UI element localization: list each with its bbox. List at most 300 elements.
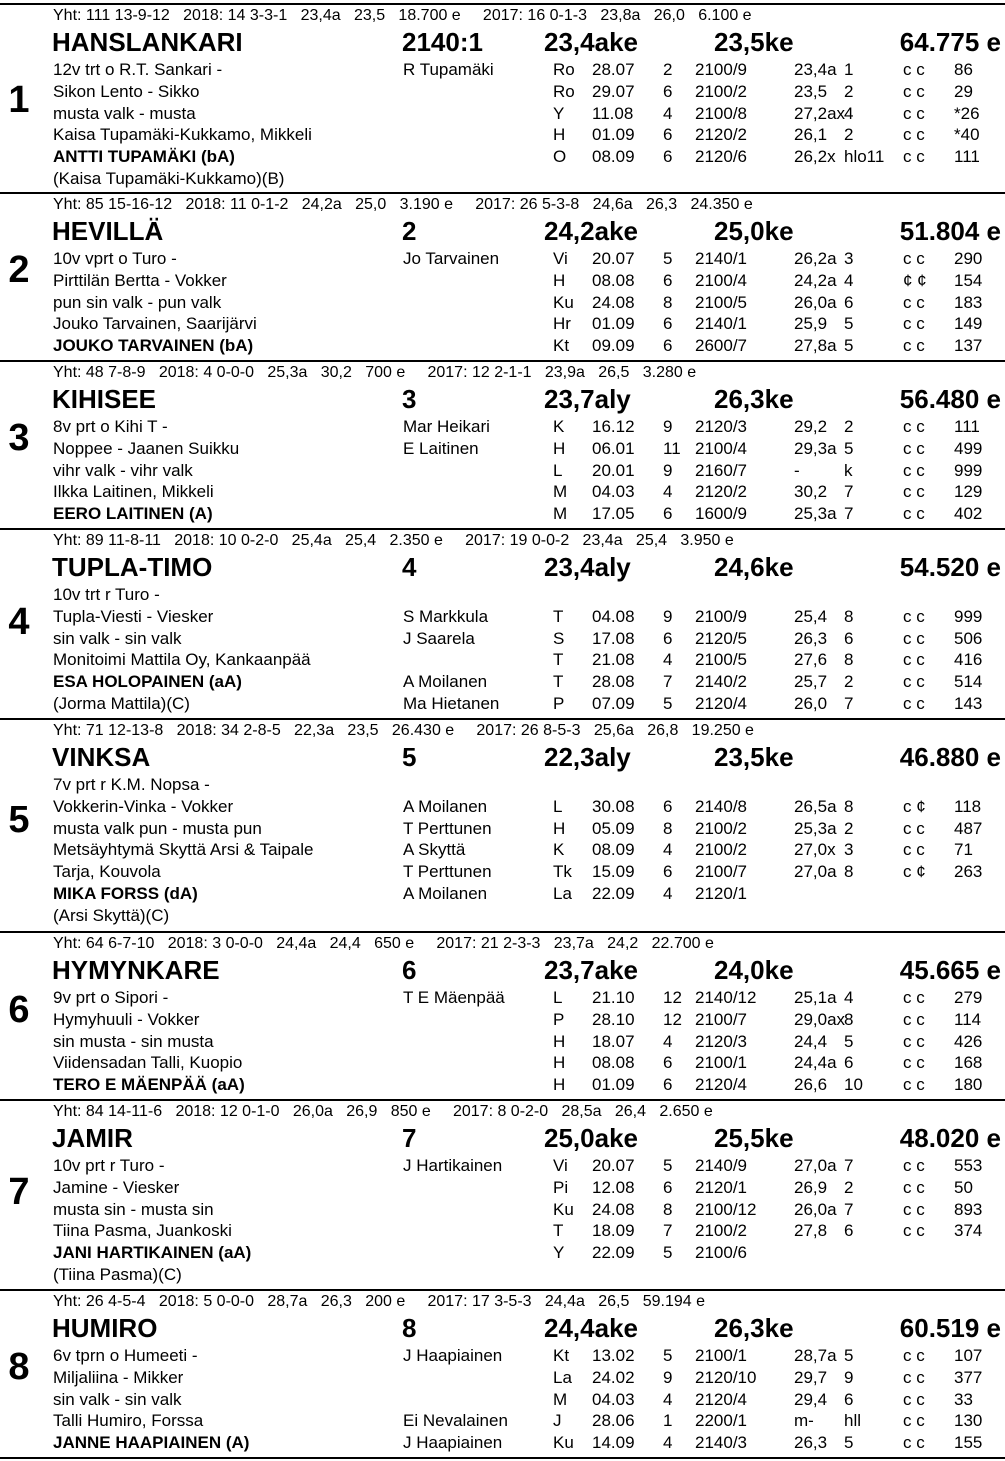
race-odds: 86: [954, 60, 973, 79]
race-shoes: c c: [903, 1221, 925, 1241]
race-dist: 2100/9: [695, 606, 747, 626]
race-time: 26,0: [794, 693, 828, 713]
race-driver: [403, 168, 494, 190]
info-line: musta sin - musta sin: [53, 1199, 214, 1219]
race-date: 12.08: [592, 1177, 635, 1197]
race-time: 24,4: [794, 1031, 828, 1051]
race-time: 29,4: [794, 1389, 828, 1409]
race-place: 5: [844, 1346, 854, 1365]
race-dist: 2140/3: [695, 1433, 747, 1453]
race-driver: T E Mäenpää: [403, 988, 505, 1007]
best-time: 23,7ake: [544, 955, 638, 985]
race-place: 4: [844, 270, 854, 290]
start-position: 2: [402, 216, 417, 246]
race-driver: [403, 1242, 502, 1264]
race-shoes: c c: [903, 693, 925, 713]
race-date: 04.08: [592, 606, 635, 626]
race-place: 7: [844, 693, 854, 713]
race-place: 3: [844, 249, 854, 268]
race-date: 20.07: [592, 1156, 635, 1175]
race-odds: 29: [954, 81, 973, 101]
race-date: 24.08: [592, 292, 635, 312]
horse-name: HANSLANKARI: [52, 27, 243, 57]
race-dist: 2600/7: [695, 336, 747, 356]
best-time: 23,4ake: [544, 27, 638, 57]
race-place: k: [844, 460, 853, 480]
race-dist: 2160/7: [695, 460, 747, 480]
race-shoes: c c: [903, 840, 925, 860]
race-place: 7: [844, 1156, 854, 1175]
race-odds: 263: [954, 862, 983, 882]
career-stats: Yht: 26 4-5-4 2018: 5 0-0-0 28,7a 26,3 200 e 2017: 17 3-5-3 24,4a 26,5 59.194 e: [53, 1293, 706, 1310]
race-time: m-: [794, 1411, 814, 1431]
race-dist: 2100/5: [695, 292, 747, 312]
race-odds: 155: [954, 1433, 983, 1453]
race-time: 24,4a: [794, 1053, 837, 1073]
horse-entry: [0, 1291, 1005, 1459]
race-dist: 2120/5: [695, 628, 747, 648]
race-time: 26,2x: [794, 147, 836, 167]
race-pos: 6: [663, 862, 673, 882]
race-dist: 2100/5: [695, 650, 747, 670]
career-stats: Yht: 84 14-11-6 2018: 12 0-1-0 26,0a 26,9 850 e 2017: 8 0-2-0 28,5a 26,4 2.650 e: [53, 1103, 713, 1120]
record-time: 23,5ke: [714, 742, 794, 772]
race-dist: 2200/1: [695, 1411, 747, 1431]
race-shoes: c c: [903, 672, 925, 692]
race-driver: [403, 81, 494, 103]
info-line: 8v prt o Kihi T -: [53, 417, 168, 436]
race-shoes: c c: [903, 1156, 925, 1175]
race-place: 3: [844, 840, 854, 860]
best-time: 23,7aly: [544, 384, 631, 414]
career-stats: Yht: 64 6-7-10 2018: 3 0-0-0 24,4a 24,4 650 e 2017: 21 2-3-3 23,7a 24,2 22.700 e: [53, 935, 714, 952]
driver-name: EERO LAITINEN (A): [53, 504, 213, 524]
race-shoes: c c: [903, 249, 925, 268]
horse-entry: [0, 530, 1005, 720]
race-dist: 2120/3: [695, 1031, 747, 1051]
race-drivers: [403, 1155, 502, 1264]
info-line: 10v trt r Turo -: [53, 585, 160, 604]
race-drivers: [403, 248, 499, 357]
total-earnings: 54.520 e: [899, 552, 1001, 582]
race-date: 01.09: [592, 314, 635, 334]
race-track: La: [553, 1367, 572, 1387]
race-track: Pi: [553, 1177, 569, 1197]
start-position: 8: [402, 1313, 417, 1343]
race-odds: 893: [954, 1199, 983, 1219]
start-number: 7: [8, 1171, 30, 1213]
race-time: 27,8: [794, 1221, 828, 1241]
race-pos: 4: [663, 1389, 673, 1409]
race-date: 17.08: [592, 628, 635, 648]
race-pos: 6: [663, 147, 673, 167]
race-drivers: [403, 987, 505, 1096]
record-time: 24,0ke: [714, 955, 794, 985]
race-odds: 416: [954, 650, 983, 670]
race-place: 4: [844, 988, 854, 1007]
race-pos: 4: [663, 103, 673, 123]
info-line: Monitoimi Mattila Oy, Kankaanpää: [53, 650, 311, 670]
info-line: vihr valk - vihr valk: [53, 460, 193, 480]
race-date: 08.08: [592, 1053, 635, 1073]
race-dist: 2140/2: [695, 672, 747, 692]
race-track: Kt: [553, 336, 570, 356]
race-time: 26,0a: [794, 292, 837, 312]
race-shoes: c c: [903, 1031, 925, 1051]
total-earnings: 45.665 e: [899, 955, 1001, 985]
best-time: 25,0ake: [544, 1123, 638, 1153]
race-place: 7: [844, 1199, 854, 1219]
race-dist: 2100/8: [695, 103, 747, 123]
race-track: Ro: [553, 81, 575, 101]
race-date: 08.09: [592, 840, 635, 860]
info-line: Talli Humiro, Forssa: [53, 1411, 204, 1431]
race-place: 6: [844, 628, 854, 648]
race-driver: Mar Heikari: [403, 417, 490, 436]
race-odds: 506: [954, 628, 983, 648]
race-driver: J Haapiainen: [403, 1433, 503, 1453]
race-odds: 499: [954, 438, 983, 458]
race-drivers: [403, 416, 490, 525]
horse-entry: [0, 194, 1005, 362]
race-place: 2: [844, 81, 854, 101]
race-drivers: [403, 59, 494, 190]
info-line: Jouko Tarvainen, Saarijärvi: [53, 314, 257, 334]
race-track: S: [553, 628, 565, 648]
horse-info: [53, 248, 257, 357]
race-shoes: ¢ ¢: [903, 270, 927, 290]
start-number: 1: [8, 79, 30, 121]
driver-name: MIKA FORSS (dA): [53, 883, 198, 903]
race-drivers: [403, 796, 492, 905]
race-pos: 6: [663, 270, 673, 290]
race-dist: 2120/1: [695, 883, 747, 903]
race-track: J: [553, 1411, 562, 1431]
info-line: Jamine - Viesker: [53, 1177, 180, 1197]
race-date: 20.01: [592, 460, 635, 480]
race-place: 5: [844, 1433, 854, 1453]
start-number: 5: [8, 799, 30, 841]
info-line: 10v prt r Turo -: [53, 1156, 165, 1175]
race-dist: 2100/9: [695, 60, 747, 79]
info-line: Tiina Pasma, Juankoski: [53, 1221, 232, 1241]
driver-name: JANI HARTIKAINEN (aA): [53, 1243, 252, 1263]
race-shoes: c c: [903, 81, 925, 101]
race-track: M: [553, 504, 568, 524]
race-track: M: [553, 482, 568, 502]
info-line: Ilkka Laitinen, Mikkeli: [53, 482, 214, 502]
race-time: 23,4a: [794, 60, 837, 79]
info-line: musta valk - musta: [53, 103, 196, 123]
race-odds: 118: [954, 796, 982, 816]
race-dist: 2120/1: [695, 1177, 747, 1197]
race-date: 21.10: [592, 988, 635, 1007]
race-shoes: c c: [903, 417, 925, 436]
race-time: 25,1a: [794, 988, 837, 1007]
race-driver: T Perttunen: [403, 818, 492, 838]
race-time: 26,2a: [794, 249, 837, 268]
race-driver: A Moilanen: [403, 796, 488, 816]
career-stats: Yht: 111 13-9-12 2018: 14 3-3-1 23,4a 23,5 18.700 e 2017: 16 0-1-3 23,8a 26,0 6.100 e: [53, 7, 752, 24]
race-time: 26,3: [794, 1433, 828, 1453]
horse-name: HEVILLÄ: [52, 216, 164, 246]
race-time: 26,9: [794, 1177, 828, 1197]
start-position: 7: [402, 1123, 417, 1153]
race-driver: [403, 270, 499, 292]
race-odds: 33: [954, 1389, 973, 1409]
info-line: (Kaisa Tupamäki-Kukkamo)(B): [53, 168, 285, 188]
horse-info: [53, 59, 312, 190]
race-dist: 2100/4: [695, 270, 747, 290]
race-date: 17.05: [592, 504, 635, 524]
race-pos: 5: [663, 693, 673, 713]
race-track: Y: [553, 1243, 565, 1263]
total-earnings: 56.480 e: [899, 384, 1001, 414]
race-odds: 129: [954, 482, 983, 502]
record-time: 23,5ke: [714, 27, 794, 57]
race-track: Vi: [553, 1156, 568, 1175]
race-odds: 290: [954, 249, 983, 268]
race-date: 28.08: [592, 672, 635, 692]
race-shoes: c c: [903, 482, 925, 502]
race-date: 04.03: [592, 482, 635, 502]
race-driver: [403, 335, 499, 357]
race-shoes: c c: [903, 292, 925, 312]
race-date: 18.09: [592, 1221, 635, 1241]
record-time: 26,3ke: [714, 384, 794, 414]
race-date: 09.09: [592, 336, 635, 356]
race-track: T: [553, 672, 564, 692]
race-odds: 137: [954, 336, 983, 356]
race-odds: 130: [954, 1411, 983, 1431]
race-place: 5: [844, 314, 854, 334]
race-shoes: c c: [903, 336, 925, 356]
race-shoes: c c: [903, 1389, 925, 1409]
race-track: Ro: [553, 60, 575, 79]
info-line: (Arsi Skyttä)(C): [53, 905, 170, 925]
race-shoes: c c: [903, 125, 925, 145]
best-time: 24,4ake: [544, 1313, 638, 1343]
horse-info: [53, 1155, 251, 1286]
race-odds: 374: [954, 1221, 983, 1241]
race-time: 25,4: [794, 606, 828, 626]
race-shoes: c c: [903, 1009, 925, 1029]
start-number: 6: [8, 989, 30, 1031]
race-place: 1: [844, 60, 854, 79]
race-shoes: c c: [903, 147, 925, 167]
info-line: Tarja, Kouvola: [53, 862, 161, 882]
race-odds: 168: [954, 1053, 983, 1073]
race-track: Hr: [553, 314, 571, 334]
race-odds: 143: [954, 693, 983, 713]
horse-info: [53, 584, 311, 715]
career-stats: Yht: 85 15-16-12 2018: 11 0-1-2 24,2a 25,0 3.190 e 2017: 26 5-3-8 24,6a 26,3 24.350 e: [53, 196, 753, 213]
info-line: Sikon Lento - Sikko: [53, 81, 200, 101]
race-pos: 6: [663, 1053, 673, 1073]
info-line: (Jorma Mattila)(C): [53, 693, 190, 713]
race-pos: 4: [663, 883, 673, 903]
start-number: 4: [8, 601, 30, 643]
race-odds: 114: [954, 1009, 982, 1029]
race-driver: [403, 1220, 502, 1242]
race-time: -: [794, 460, 800, 480]
race-shoes: c c: [903, 818, 925, 838]
race-place: 2: [844, 125, 854, 145]
race-dist: 2100/2: [695, 840, 747, 860]
race-date: 20.07: [592, 249, 635, 268]
race-track: Kt: [553, 1346, 570, 1365]
race-shoes: c c: [903, 103, 925, 123]
horse-info: [53, 774, 313, 927]
race-place: 2: [844, 417, 854, 436]
race-track: O: [553, 147, 567, 167]
race-driver: [403, 460, 490, 482]
race-place: hll: [844, 1411, 862, 1431]
race-pos: 8: [663, 292, 673, 312]
race-odds: *40: [954, 125, 980, 145]
race-track: M: [553, 1389, 568, 1409]
driver-name: ESA HOLOPAINEN (aA): [53, 672, 242, 692]
total-earnings: 46.880 e: [899, 742, 1001, 772]
race-shoes: c c: [903, 1367, 925, 1387]
race-place: 2: [844, 818, 854, 838]
race-driver: [403, 1074, 505, 1096]
race-shoes: c ¢: [903, 862, 926, 882]
race-time: 25,3a: [794, 504, 837, 524]
driver-name: JANNE HAAPIAINEN (A): [53, 1433, 250, 1453]
race-odds: 553: [954, 1156, 983, 1175]
record-time: 25,5ke: [714, 1123, 794, 1153]
race-dist: 2140/9: [695, 1156, 747, 1175]
info-line: Miljaliina - Mikker: [53, 1367, 184, 1387]
race-place: 8: [844, 796, 854, 816]
race-time: 27,6: [794, 650, 828, 670]
race-driver: E Laitinen: [403, 438, 479, 458]
race-dist: 2140/8: [695, 796, 747, 816]
race-track: H: [553, 1053, 566, 1073]
race-place: 9: [844, 1367, 854, 1387]
race-driver: [403, 1367, 508, 1389]
race-place: 7: [844, 482, 854, 502]
horse-name: TUPLA-TIMO: [52, 552, 213, 582]
race-date: 28.06: [592, 1411, 635, 1431]
info-line: pun sin valk - pun valk: [53, 292, 222, 312]
race-pos: 1: [663, 1411, 673, 1431]
race-pos: 9: [663, 1367, 673, 1387]
race-dist: 2120/4: [695, 1075, 747, 1095]
race-pos: 4: [663, 482, 673, 502]
race-driver: [403, 1177, 502, 1199]
race-shoes: c c: [903, 438, 925, 458]
race-time: 26,1: [794, 125, 828, 145]
race-shoes: c c: [903, 1346, 925, 1365]
race-dist: 2120/4: [695, 1389, 747, 1409]
info-line: Hymyhuuli - Vokker: [53, 1009, 200, 1029]
race-place: 5: [844, 336, 854, 356]
info-line: Metsäyhtymä Skyttä Arsi & Taipale: [53, 840, 314, 860]
race-dist: 2100/2: [695, 818, 747, 838]
race-driver: [403, 1199, 502, 1221]
race-odds: 514: [954, 672, 983, 692]
horse-info: [53, 416, 239, 525]
race-track: P: [553, 1009, 565, 1029]
race-odds: 180: [954, 1075, 983, 1095]
start-position: 2140:1: [402, 27, 483, 57]
race-track: H: [553, 1075, 566, 1095]
race-track: L: [553, 796, 563, 816]
info-line: 9v prt o Sipori -: [53, 988, 169, 1007]
race-place: 2: [844, 1177, 854, 1197]
race-date: 28.07: [592, 60, 635, 79]
driver-name: JOUKO TARVAINEN (bA): [53, 336, 254, 356]
info-line: 12v trt o R.T. Sankari -: [53, 60, 223, 79]
race-pos: 4: [663, 650, 673, 670]
race-odds: 149: [954, 314, 983, 334]
race-time: 26,5a: [794, 796, 837, 816]
race-drivers: [403, 606, 499, 715]
race-place: 8: [844, 606, 854, 626]
race-odds: 154: [954, 270, 983, 290]
race-pos: 6: [663, 504, 673, 524]
info-line: sin musta - sin musta: [53, 1031, 214, 1051]
race-time: 24,2a: [794, 270, 837, 290]
race-track: Tk: [553, 862, 572, 882]
race-time: 25,9: [794, 314, 828, 334]
race-dist: 2100/4: [695, 438, 747, 458]
race-driver: [403, 481, 490, 503]
race-track: T: [553, 1221, 564, 1241]
driver-name: ANTTI TUPAMÄKI (bA): [53, 147, 235, 167]
race-time: 30,2: [794, 482, 828, 502]
race-date: 04.03: [592, 1389, 635, 1409]
race-shoes: c c: [903, 504, 925, 524]
info-line: Tupla-Viesti - Viesker: [53, 606, 214, 626]
race-place: 6: [844, 1053, 854, 1073]
race-odds: 50: [954, 1177, 973, 1197]
race-dist: 2100/1: [695, 1053, 747, 1073]
race-shoes: c c: [903, 1075, 925, 1095]
race-dist: 2120/4: [695, 693, 747, 713]
race-odds: 107: [954, 1346, 983, 1365]
info-line: 7v prt r K.M. Nopsa -: [53, 775, 210, 794]
horse-entry: [0, 933, 1005, 1101]
horse-info: [53, 1345, 249, 1454]
start-position: 6: [402, 955, 417, 985]
race-date: 18.07: [592, 1031, 635, 1051]
info-line: Pirttilän Bertta - Vokker: [53, 270, 227, 290]
record-time: 24,6ke: [714, 552, 794, 582]
race-shoes: c c: [903, 606, 925, 626]
race-driver: A Moilanen: [403, 883, 488, 903]
race-date: 29.07: [592, 81, 635, 101]
race-track: H: [553, 438, 566, 458]
info-line: 6v tprn o Humeeti -: [53, 1346, 198, 1365]
race-time: 29,0ax: [794, 1009, 846, 1029]
race-place: 10: [844, 1075, 863, 1095]
race-date: 08.09: [592, 147, 635, 167]
race-dist: 2120/3: [695, 417, 747, 436]
horse-name: JAMIR: [52, 1123, 133, 1153]
record-time: 25,0ke: [714, 216, 794, 246]
info-line: 10v vprt o Turo -: [53, 249, 177, 268]
race-pos: 6: [663, 796, 673, 816]
race-shoes: c c: [903, 1433, 925, 1453]
race-driver: [403, 146, 494, 168]
start-position: 4: [402, 552, 417, 582]
race-driver: J Saarela: [403, 628, 475, 648]
race-date: 01.09: [592, 125, 635, 145]
race-dist: 1600/9: [695, 504, 747, 524]
